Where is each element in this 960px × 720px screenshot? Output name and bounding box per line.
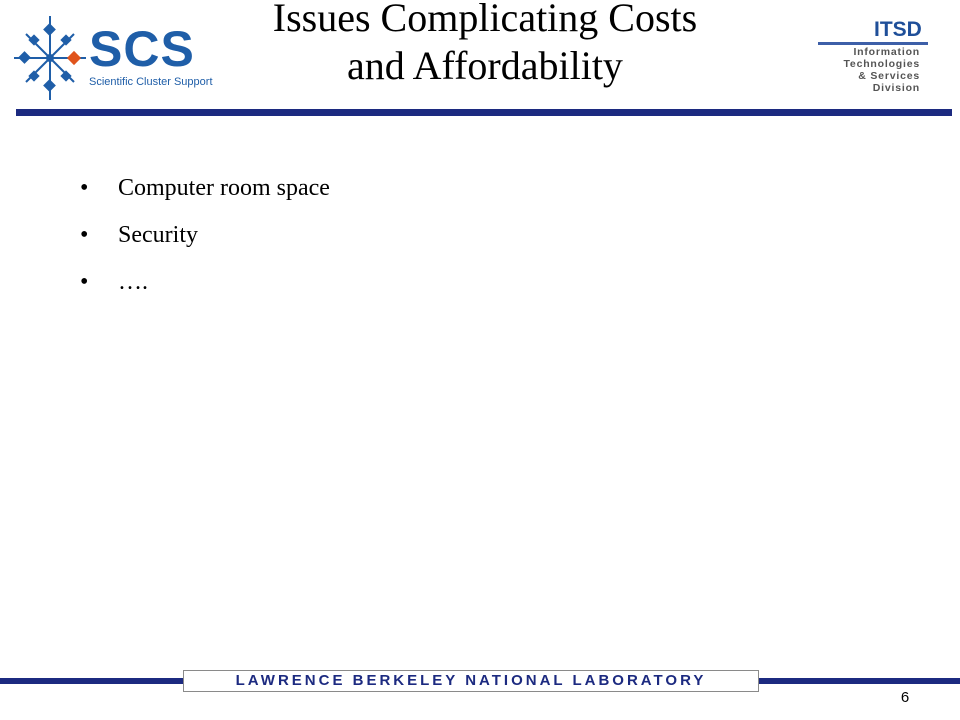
bullet-icon: • <box>80 269 89 295</box>
itsd-word: & Services <box>858 70 920 82</box>
bullet-icon: • <box>80 175 89 201</box>
itsd-rule <box>818 42 928 45</box>
itsd-word: Division <box>872 82 920 94</box>
bullet-text: Security <box>118 222 198 248</box>
itsd-word: Technologies <box>843 58 920 70</box>
bullet-item <box>80 221 330 249</box>
bullet-text: Computer room space <box>118 175 330 201</box>
scs-logo <box>12 8 232 104</box>
title-line-2: and Affordability <box>347 43 623 88</box>
bullet-text: …. <box>118 269 148 295</box>
itsd-badge: ITSD <box>874 18 922 41</box>
scs-subtitle: Scientific Cluster Support <box>89 76 213 88</box>
itsd-logo <box>818 18 938 98</box>
itsd-word: Information <box>853 46 920 58</box>
bullet-icon: • <box>80 222 89 248</box>
bullet-list <box>80 174 330 315</box>
bullet-item <box>80 268 330 296</box>
itsd-division-name <box>844 46 921 94</box>
cluster-star-icon <box>12 8 88 104</box>
header-divider <box>16 109 952 116</box>
bullet-item <box>80 174 330 202</box>
title-line-1: Issues Complicating Costs <box>272 0 698 40</box>
page-number: 6 <box>900 689 910 706</box>
scs-wordmark: SCS <box>89 21 195 77</box>
slide-title <box>240 0 730 90</box>
lab-name-banner: LAWRENCE BERKELEY NATIONAL LABORATORY <box>183 670 759 692</box>
